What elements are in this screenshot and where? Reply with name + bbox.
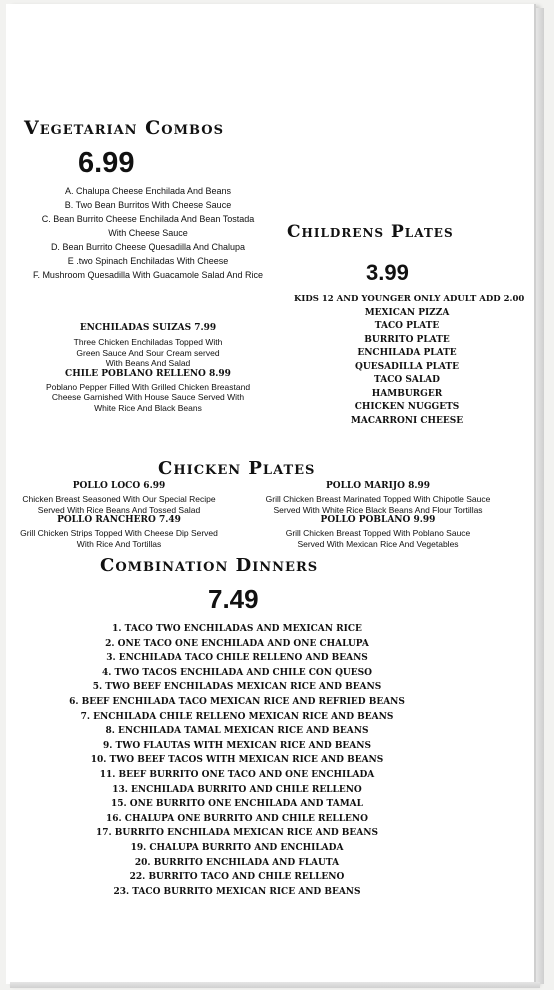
- specials-block: [0, 323, 296, 413]
- page-edge-right: [536, 8, 544, 984]
- list-item: TACO SALAD: [374, 375, 440, 385]
- list-item: BURRITO PLATE: [364, 334, 450, 345]
- vegetarian-title: Vegetarian Combos: [24, 117, 224, 139]
- list-item: With Cheese Sauce: [108, 228, 188, 238]
- list-item: 11. BEEF BURRITO ONE TACO AND ONE ENCHILADA: [99, 769, 375, 780]
- list-item: F. Mushroom Quesadilla With Guacamole Salad And Rice: [32, 270, 264, 280]
- list-item: 13. ENCHILADA BURRITO AND CHILE RELLENO: [112, 784, 362, 795]
- relleno-title: CHILE POBLANO RELLENO 8.99: [65, 368, 231, 379]
- list-item: CHICKEN NUGGETS: [354, 402, 460, 412]
- list-item: 19. CHALUPA BURRITO AND ENCHILADA: [130, 842, 344, 853]
- list-item: 23. TACO BURRITO MEXICAN RICE AND BEANS: [113, 886, 361, 897]
- list-item: 17. BURRITO ENCHILADA MEXICAN RICE AND BEANS: [96, 828, 378, 839]
- list-item: D. Bean Burrito Cheese Quesadilla And Chalupa: [50, 242, 246, 252]
- list-item: C. Bean Burrito Cheese Enchilada And Bean Tostada: [41, 214, 255, 224]
- page-edge-bottom: [10, 982, 540, 988]
- combination-price: 7.49: [208, 584, 259, 614]
- list-item: 22. BURRITO TACO AND CHILE RELLENO: [129, 872, 345, 883]
- relleno-desc-3: White Rice And Black Beans: [94, 402, 202, 413]
- list-item: A. Chalupa Cheese Enchilada And Beans: [64, 186, 232, 196]
- list-item: 6. BEEF ENCHILADA TACO MEXICAN RICE AND REFRIED BEANS: [69, 696, 405, 707]
- pollo-marijo-desc-1: Grill Chicken Breast Marinated Topped With Chipotle Sauce: [265, 494, 491, 504]
- list-item: 20. BURRITO ENCHILADA AND FLAUTA: [134, 857, 340, 868]
- pollo-poblano-title: POLLO POBLANO 9.99: [320, 515, 436, 525]
- pollo-loco-desc-1: Chicken Breast Seasoned With Our Special Recipe: [22, 494, 216, 504]
- children-price: 3.99: [366, 260, 409, 285]
- chicken-right-column: [240, 481, 516, 549]
- pollo-ranchero-title: POLLO RANCHERO 7.49: [57, 515, 181, 525]
- list-item: B. Two Bean Burritos With Cheese Sauce: [64, 200, 232, 210]
- pollo-poblano-desc-1: Grill Chicken Breast Topped With Poblano Sauce: [285, 528, 471, 538]
- list-item: 16. CHALUPA ONE BURRITO AND CHILE RELLENO: [106, 813, 368, 824]
- pollo-ranchero-desc-2: With Rice And Tortillas: [76, 538, 162, 549]
- combination-list: [0, 622, 474, 899]
- relleno-desc-2: Cheese Garnished With House Sauce Served With: [51, 392, 245, 402]
- pollo-poblano-desc-2: Served With Mexican Rice And Vegetables: [297, 538, 459, 549]
- combination-title: Combination Dinners: [100, 555, 319, 576]
- pollo-ranchero-desc-1: Grill Chicken Strips Topped With Cheese Dip Served: [20, 528, 218, 538]
- children-list: [294, 293, 525, 428]
- list-item: 7. ENCHILADA CHILE RELLENO MEXICAN RICE AND BEANS: [80, 711, 394, 722]
- list-item: MEXICAN PIZZA: [364, 307, 450, 318]
- pollo-loco-desc-2: Served With Rice Beans And Tossed Salad: [37, 504, 201, 515]
- list-item: 9. TWO FLAUTAS WITH MEXICAN RICE AND BEANS: [102, 740, 372, 751]
- list-item: E .two Spinach Enchiladas With Cheese: [67, 256, 229, 266]
- pollo-marijo-title: POLLO MARIJO 8.99: [325, 481, 431, 491]
- list-item: ENCHILADA PLATE: [357, 348, 457, 358]
- list-item: 4. TWO TACOS ENCHILADA AND CHILE CON QUESO: [102, 667, 372, 678]
- list-item: HAMBURGER: [371, 388, 443, 399]
- list-item: 3. ENCHILADA TACO CHILE RELLENO AND BEANS: [106, 653, 368, 664]
- relleno-desc-1: Poblano Pepper Filled With Grilled Chicken Breastand: [45, 381, 251, 392]
- list-item: 15. ONE BURRITO ONE ENCHILADA AND TAMAL: [110, 799, 363, 810]
- pollo-loco-title: POLLO LOCO 6.99: [72, 481, 166, 491]
- vegetarian-list: [0, 184, 296, 282]
- suizas-title: ENCHILADAS SUIZAS 7.99: [79, 323, 217, 333]
- suizas-desc-2: Green Sauce And Sour Cream served: [76, 347, 220, 358]
- chicken-left-column: [0, 481, 238, 549]
- list-item: 1. TACO TWO ENCHILADAS AND MEXICAN RICE: [112, 624, 362, 634]
- list-item: 8. ENCHILADA TAMAL MEXICAN RICE AND BEANS: [105, 726, 369, 737]
- list-item: 10. TWO BEEF TACOS WITH MEXICAN RICE AND BEANS: [90, 755, 384, 766]
- list-item: 2. ONE TACO ONE ENCHILADA AND ONE CHALUPA: [105, 638, 369, 649]
- list-item: 5. TWO BEEF ENCHILADAS MEXICAN RICE AND BEANS: [92, 682, 382, 693]
- suizas-desc-3: With Beans And Salad: [105, 358, 191, 368]
- vegetarian-price: 6.99: [78, 147, 135, 179]
- pollo-marijo-desc-2: Served With White Rice Black Beans And Flour Tortillas: [273, 504, 483, 515]
- list-item: QUESADILLA PLATE: [355, 361, 459, 372]
- chicken-title: Chicken Plates: [158, 458, 316, 479]
- list-item: MACARRONI CHEESE: [350, 415, 464, 426]
- list-item: TACO PLATE: [374, 321, 440, 331]
- suizas-desc-1: Three Chicken Enchiladas Topped With: [73, 337, 223, 347]
- children-note: KIDS 12 AND YOUNGER ONLY ADULT ADD 2.00: [294, 294, 525, 304]
- children-title: Childrens Plates: [287, 222, 454, 242]
